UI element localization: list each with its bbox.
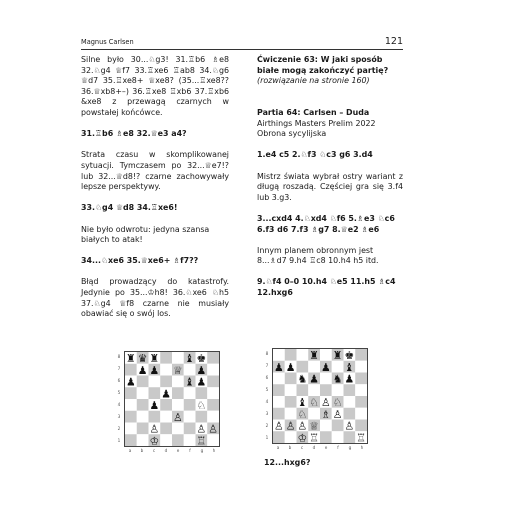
board-square: [172, 423, 184, 435]
paragraph: Błąd prowadzący do katastrofy. Jedynie po 35...♔h8! 36.♘xe6 ♘h5 37.♘g4 ♕f8 czarne nie musiały obawiać się o swój los.: [81, 277, 229, 319]
rank-label: 2: [117, 426, 121, 431]
move-line: 3...cxd4 4.♘xd4 ♘f6 5.♗e3 ♘c6 6.f3 d6 7.f3 ♗g7 8.♕e2 ♗e6: [257, 213, 395, 234]
board-square: [320, 349, 332, 361]
spacer: [81, 119, 229, 130]
board-square: [149, 387, 161, 399]
board-square: [355, 420, 367, 432]
board-square: [207, 387, 219, 399]
file-label: h: [212, 448, 216, 453]
chess-piece: [126, 352, 136, 365]
board-square: [184, 399, 196, 411]
rank-label: 7: [265, 363, 269, 368]
rank-labels: [264, 348, 270, 444]
board-square: [320, 420, 332, 432]
board-square: [320, 373, 332, 385]
file-label: c: [300, 445, 304, 450]
board-square: [344, 396, 356, 408]
board-square: [344, 431, 356, 443]
paragraph: Innym planem obronnym jest 8...♗d7 9.h4 ♖c8 10.h4 h5 itd.: [257, 245, 379, 266]
board-square: [160, 352, 172, 364]
board-square: [285, 396, 297, 408]
board-square: [308, 384, 320, 396]
move-line: 1.e4 c5 2.♘f3 ♘c3 g6 3.d4: [257, 150, 373, 160]
board-square: [125, 434, 137, 446]
chess-piece: [150, 364, 160, 377]
rank-label: 8: [265, 351, 269, 356]
rank-label: 1: [265, 435, 269, 440]
board-square: [273, 396, 285, 408]
board-square: [273, 408, 285, 420]
board-square: [355, 384, 367, 396]
board-square: [273, 384, 285, 396]
board-square: [196, 411, 208, 423]
board-square: [172, 352, 184, 364]
move-line: 9.♘f4 0–0 10.h4 ♘e5 11.h5 ♗c4 12.hxg6: [257, 277, 396, 298]
chess-piece: [321, 408, 331, 421]
rank-label: 3: [117, 414, 121, 419]
board-square: [160, 376, 172, 388]
chess-piece: [309, 349, 319, 362]
spacer: [257, 87, 403, 98]
board-square: [207, 352, 219, 364]
paragraph: Strata czasu w skomplikowanej sytuacji. Tymczasem po 32...♕e7!? lub 32...♕d8!? czarne zachowywały lepsze perspektywy.: [81, 150, 229, 192]
board-square: [160, 434, 172, 446]
board-svg: [125, 352, 219, 446]
spacer: [257, 97, 403, 108]
left-column: [81, 55, 229, 320]
board-square: [137, 434, 149, 446]
board-square: [125, 423, 137, 435]
chess-piece: [309, 373, 319, 386]
chess-piece: [197, 376, 207, 389]
board-square: [160, 364, 172, 376]
rank-label: 7: [117, 366, 121, 371]
chess-piece: [286, 361, 296, 374]
chess-piece: [173, 411, 183, 424]
board-square: [184, 411, 196, 423]
board-square: [160, 411, 172, 423]
board-square: [344, 384, 356, 396]
rank-label: 6: [117, 378, 121, 383]
board-square: [344, 408, 356, 420]
chess-piece: [298, 373, 308, 386]
spacer: [81, 267, 229, 278]
board-square: [308, 361, 320, 373]
paragraph: Silne było 30...♘g3! 31.♖b6 ♗e8 32.♘g4 ♕f7 33.♖xe6 ♖ab8 34.♘g6 ♕d7 35.♖xe8+ ♕xe8? (35...♖xe8?? 36.♕xb8+–) 36.♖xe8 ♖xb6 37.♖xb6 &xe8 z przewagą czarnych w powstałej końcówce.: [81, 55, 229, 117]
board-square: [207, 434, 219, 446]
spacer: [81, 246, 229, 257]
chess-piece: [197, 399, 207, 412]
diagram-caption: 12...hxg6?: [264, 458, 311, 467]
board-square: [137, 387, 149, 399]
file-label: b: [288, 445, 292, 450]
board-square: [196, 387, 208, 399]
file-label: d: [312, 445, 316, 450]
game-event: Airthings Masters Prelim 2022: [257, 118, 376, 128]
chess-piece: [345, 420, 355, 433]
board-square: [207, 376, 219, 388]
move-line: 34...♘xe6 35.♕xe6+ ♗f7??: [81, 256, 199, 266]
chess-piece: [298, 431, 308, 443]
chess-piece: [356, 431, 366, 443]
rank-labels: [116, 351, 122, 447]
board-square: [125, 387, 137, 399]
rank-label: 4: [265, 399, 269, 404]
board-square: [172, 376, 184, 388]
game-opening: Obrona sycylijska: [257, 129, 327, 139]
board-square: [285, 431, 297, 443]
board-square: [184, 387, 196, 399]
board-square: [160, 423, 172, 435]
chess-piece: [274, 361, 284, 374]
file-label: g: [348, 445, 352, 450]
board-square: [355, 349, 367, 361]
board-square: [332, 361, 344, 373]
board-square: [207, 411, 219, 423]
chess-piece: [150, 399, 160, 412]
file-label: a: [128, 448, 132, 453]
rank-label: 5: [117, 390, 121, 395]
file-label: b: [140, 448, 144, 453]
chess-piece: [150, 434, 160, 446]
chess-piece: [185, 352, 195, 365]
chess-piece: [173, 364, 183, 377]
board-square: [137, 399, 149, 411]
chess-piece: [286, 420, 296, 433]
file-labels: [272, 445, 368, 451]
rank-label: 5: [265, 387, 269, 392]
board-square: [172, 399, 184, 411]
running-header-author: Magnus Carlsen: [81, 38, 134, 46]
spacer: [257, 203, 403, 214]
chess-piece: [333, 349, 343, 362]
board-square: [273, 431, 285, 443]
chess-diagram-right: [264, 348, 370, 452]
board-square: [137, 411, 149, 423]
board-square: [137, 376, 149, 388]
spacer: [257, 235, 403, 246]
rank-label: 2: [265, 423, 269, 428]
board-square: [137, 423, 149, 435]
file-label: f: [189, 448, 191, 453]
board-square: [297, 384, 309, 396]
board-square: [285, 349, 297, 361]
board-square: [355, 373, 367, 385]
chess-piece: [208, 423, 218, 436]
rank-label: 4: [117, 402, 121, 407]
page-number: 121: [384, 36, 403, 47]
board-square: [297, 361, 309, 373]
chess-piece: [309, 431, 319, 443]
spacer: [81, 193, 229, 204]
chess-piece: [321, 361, 331, 374]
file-label: h: [360, 445, 364, 450]
board-square: [184, 364, 196, 376]
file-label: g: [200, 448, 204, 453]
board-svg: [273, 349, 367, 443]
file-label: f: [337, 445, 339, 450]
board-square: [273, 349, 285, 361]
board-square: [207, 364, 219, 376]
rank-label: 8: [117, 354, 121, 359]
exercise-solution-ref: (rozwiązanie na stronie 160): [257, 76, 370, 86]
chess-piece: [185, 376, 195, 389]
board-square: [332, 431, 344, 443]
spacer: [257, 267, 403, 278]
move-line: 31.♖b6 ♗e8 32.♕e3 a4?: [81, 129, 187, 139]
board-square: [172, 387, 184, 399]
file-label: e: [324, 445, 328, 450]
file-label: a: [276, 445, 280, 450]
board-square: [125, 399, 137, 411]
exercise-title: Ćwiczenie 63: W jaki sposób białe mogą zakończyć partię?: [257, 55, 389, 75]
chess-piece: [138, 364, 148, 377]
spacer: [257, 161, 403, 172]
rank-label: 1: [117, 438, 121, 443]
file-label: e: [176, 448, 180, 453]
board-square: [172, 434, 184, 446]
file-label: c: [152, 448, 156, 453]
spacer: [81, 214, 229, 225]
chess-piece: [197, 434, 207, 446]
board-square: [184, 423, 196, 435]
board-square: [332, 384, 344, 396]
chess-piece: [333, 373, 343, 386]
board-square: [160, 399, 172, 411]
board-square: [207, 399, 219, 411]
chess-piece: [126, 376, 136, 389]
board-square: [320, 384, 332, 396]
rank-label: 3: [265, 411, 269, 416]
chess-piece: [333, 408, 343, 421]
board-square: [355, 396, 367, 408]
board-square: [320, 431, 332, 443]
board-square: [285, 384, 297, 396]
board-square: [297, 349, 309, 361]
board-square: [355, 408, 367, 420]
chess-diagram-left: [116, 351, 222, 455]
rank-label: 6: [265, 375, 269, 380]
board-square: [273, 373, 285, 385]
chessboard: [124, 351, 220, 447]
header-rule: [81, 49, 403, 50]
board-square: [125, 364, 137, 376]
chess-piece: [345, 373, 355, 386]
board-square: [125, 411, 137, 423]
board-square: [308, 408, 320, 420]
board-square: [149, 411, 161, 423]
file-labels: [124, 448, 220, 454]
game-title: Partia 64: Carlsen – Duda: [257, 107, 370, 117]
board-square: [149, 376, 161, 388]
board-square: [285, 373, 297, 385]
chess-piece: [309, 396, 319, 409]
spacer: [257, 140, 403, 151]
running-header: [81, 36, 403, 48]
board-square: [285, 408, 297, 420]
paragraph: Mistrz świata wybrał ostry wariant z długą roszadą. Częściej gra się 3.f4 lub 3.g3.: [257, 171, 403, 202]
board-square: [355, 361, 367, 373]
right-column: [257, 55, 403, 299]
file-label: d: [164, 448, 168, 453]
board-square: [332, 420, 344, 432]
move-line: 33.♘g4 ♕d8 34.♖xe6!: [81, 203, 178, 213]
board-square: [184, 434, 196, 446]
chess-piece: [161, 387, 171, 400]
paragraph: Nie było odwrotu: jedyna szansa białych to atak!: [81, 224, 210, 245]
chessboard: [272, 348, 368, 444]
spacer: [81, 140, 229, 151]
chess-piece: [274, 420, 284, 433]
